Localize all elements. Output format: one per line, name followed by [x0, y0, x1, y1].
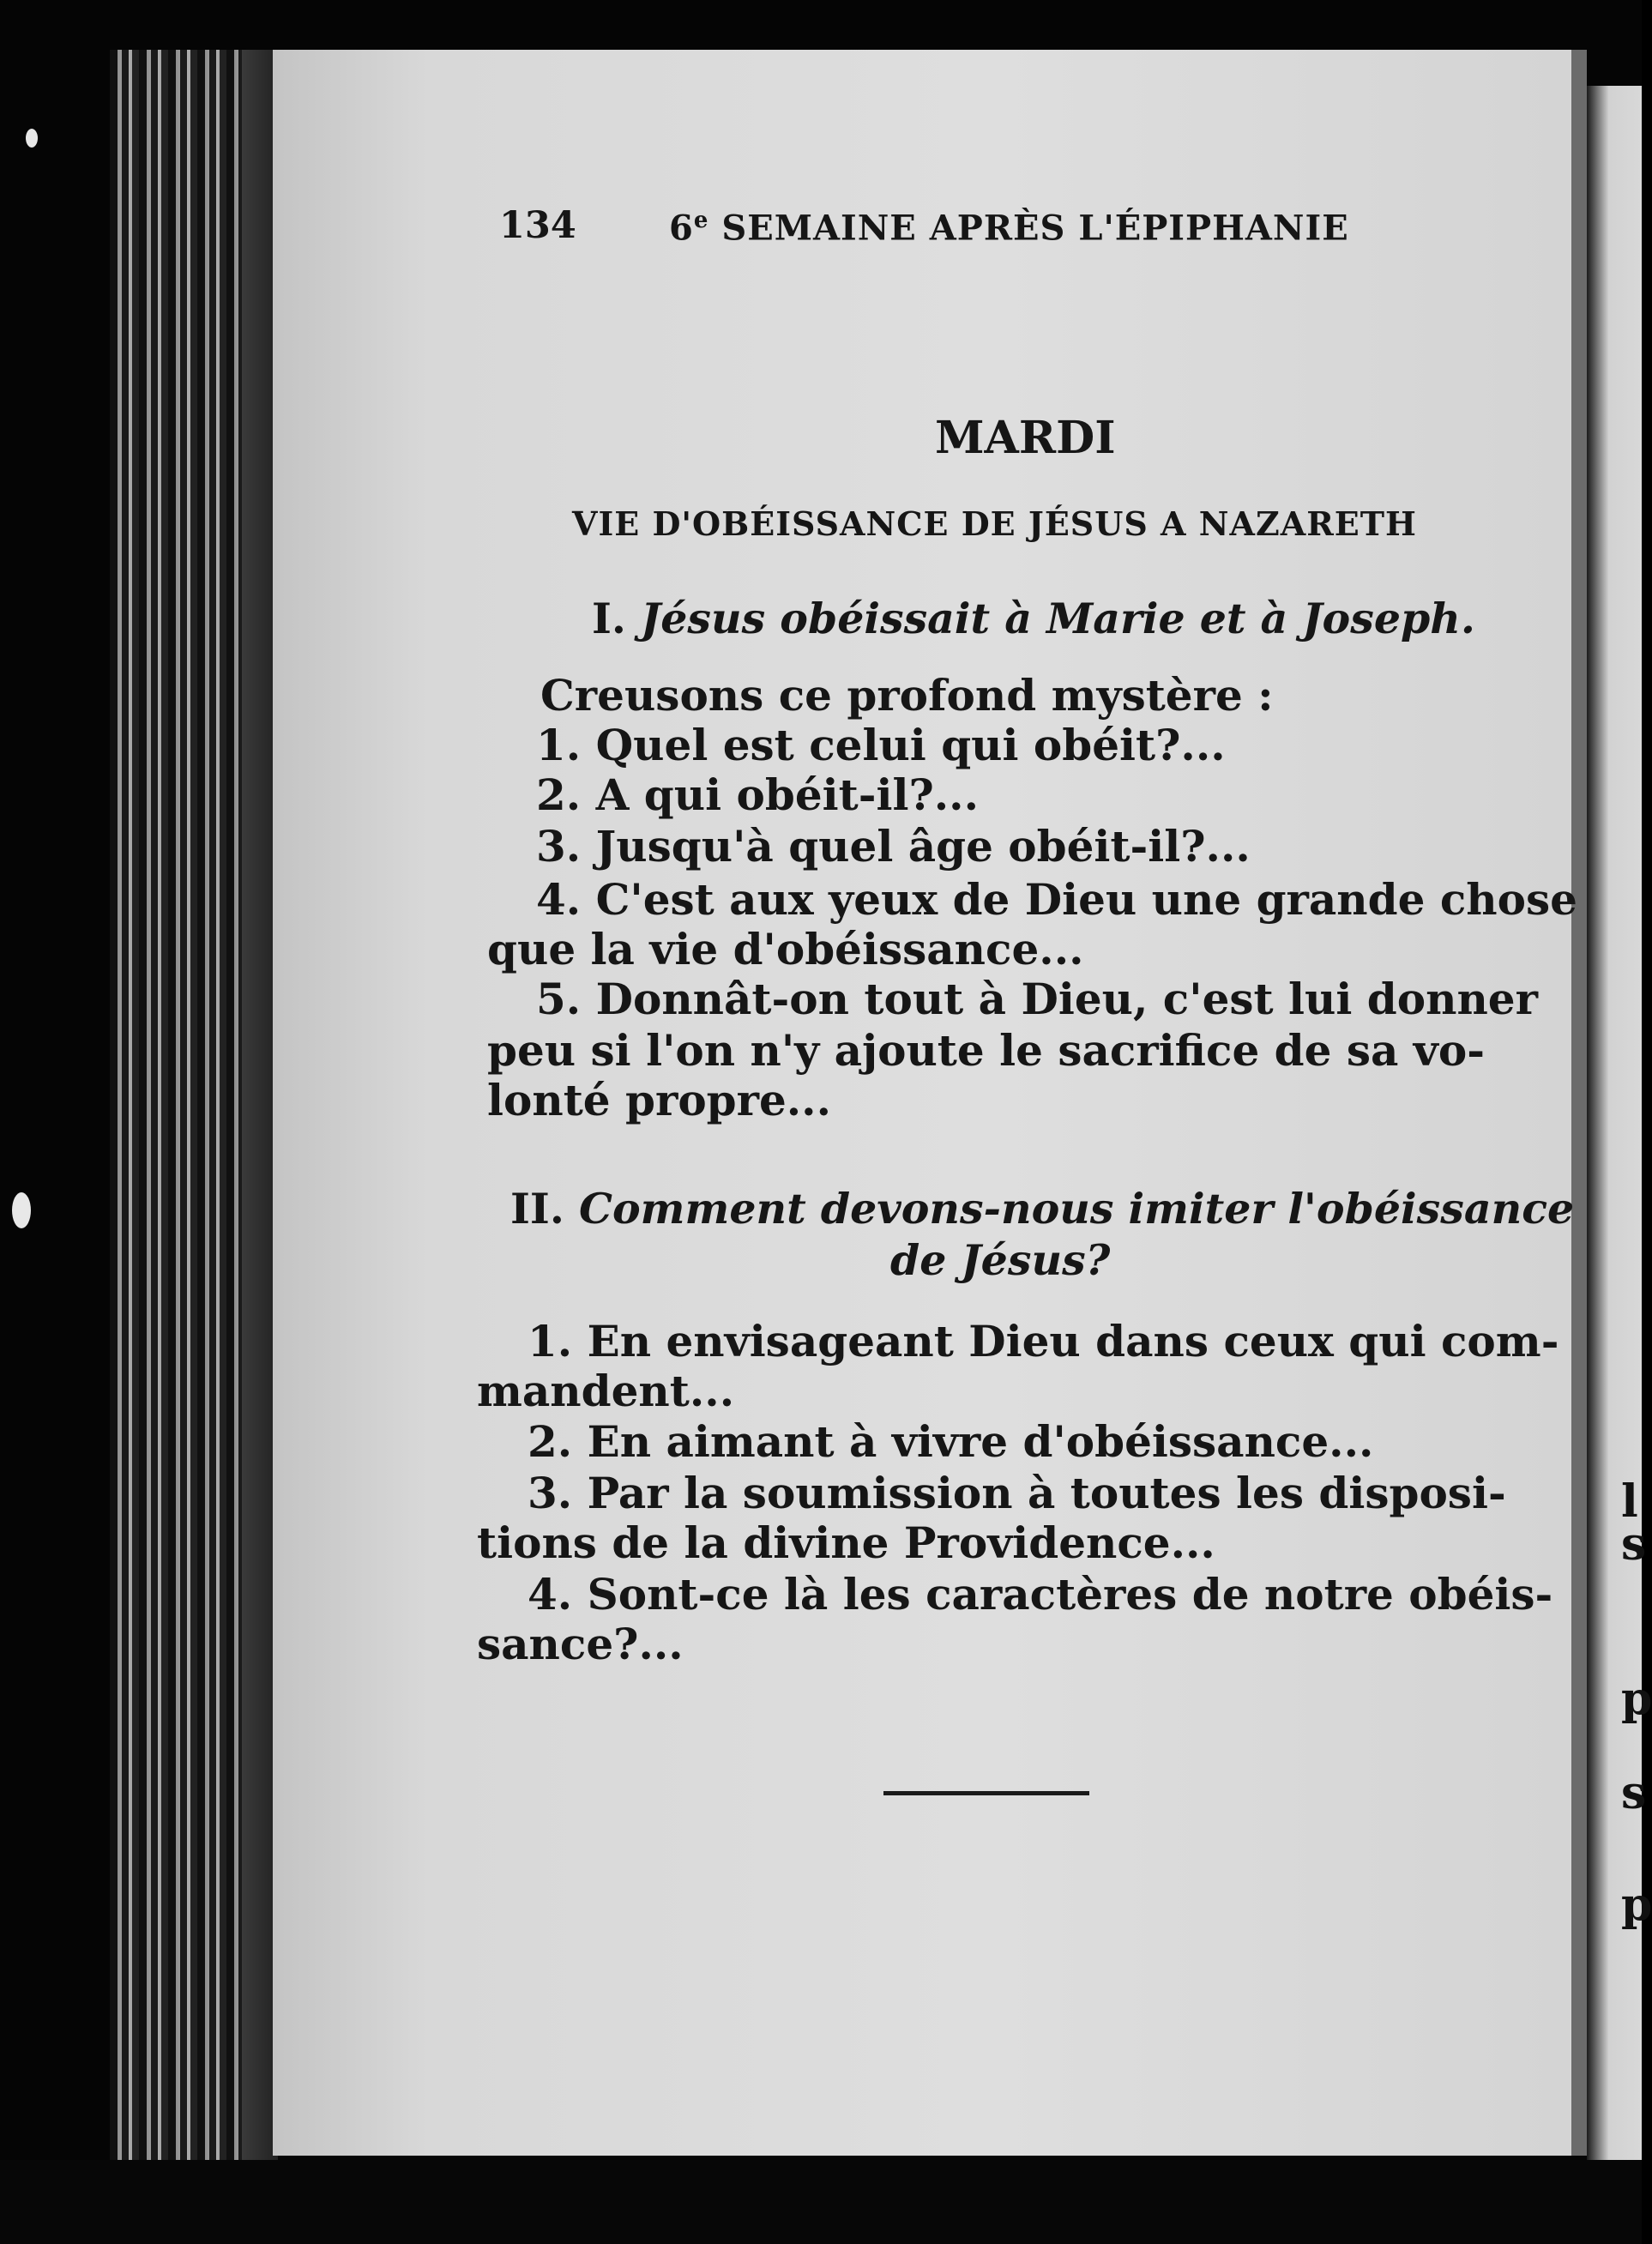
book-page [273, 50, 1575, 2156]
section1-line: 5. Donnât-on tout à Dieu, c'est lui donner [536, 974, 1538, 1024]
section2-line: 3. Par la soumission à toutes les disposi- [528, 1468, 1506, 1518]
section1-numeral: I. [592, 594, 626, 643]
section2-title-cont: de Jésus? [890, 1235, 1111, 1285]
scan-speck [26, 129, 38, 148]
week-suffix: e [693, 208, 709, 233]
section2-line: 4. Sont-ce là les caractères de notre obéis- [528, 1569, 1553, 1620]
next-page-letter: p [1621, 1673, 1652, 1725]
section2-title: Comment devons-nous imiter l'obéissance [578, 1184, 1575, 1234]
page-number: 134 [499, 204, 576, 247]
scan-bottom-border [0, 2160, 1642, 2244]
page-gutter [1571, 50, 1587, 2156]
section1-line: que la vie d'obéissance... [487, 924, 1084, 974]
section1-line: lonté propre... [487, 1075, 832, 1125]
scan-speck [12, 1192, 31, 1228]
section1-title: Jésus obéissait à Marie et à Joseph. [641, 594, 1475, 643]
section2-heading [510, 1184, 1574, 1234]
section1-line: peu si l'on n'y ajoute le sacrifice de sa vo- [487, 1025, 1485, 1076]
section1-heading [592, 594, 1475, 643]
next-page-letter: p [1621, 1879, 1652, 1931]
section2-line: sance?... [477, 1619, 684, 1669]
section2-heading-line2 [890, 1235, 1110, 1285]
section2-line: 2. En aimant à vivre d'obéissance... [528, 1416, 1374, 1467]
section1-intro: Creusons ce profond mystère : [540, 670, 1274, 721]
meditation-subtitle: VIE D'OBÉISSANCE DE JÉSUS A NAZARETH [572, 504, 1417, 543]
next-page-letter: l [1621, 1475, 1638, 1528]
section1-line: 1. Quel est celui qui obéit?... [536, 720, 1226, 770]
section2-numeral: II. [510, 1184, 564, 1234]
week-number: 6 [669, 208, 694, 249]
end-rule [883, 1791, 1089, 1795]
section1-line: 3. Jusqu'à quel âge obéit-il?... [536, 821, 1251, 872]
running-header [669, 208, 1349, 248]
section2-line: 1. En envisageant Dieu dans ceux qui com- [528, 1316, 1559, 1366]
section2-line: tions de la divine Providence... [477, 1517, 1215, 1568]
next-page-letter: s [1621, 1518, 1647, 1571]
section1-line: 2. A qui obéit-il?... [536, 769, 979, 820]
day-heading: MARDI [935, 412, 1116, 464]
next-page-letter: s [1621, 1767, 1647, 1819]
running-header-title: SEMAINE APRÈS L'ÉPIPHANIE [721, 208, 1349, 249]
section2-line: mandent... [477, 1366, 735, 1416]
section1-line: 4. C'est aux yeux de Dieu une grande chose [536, 874, 1577, 925]
